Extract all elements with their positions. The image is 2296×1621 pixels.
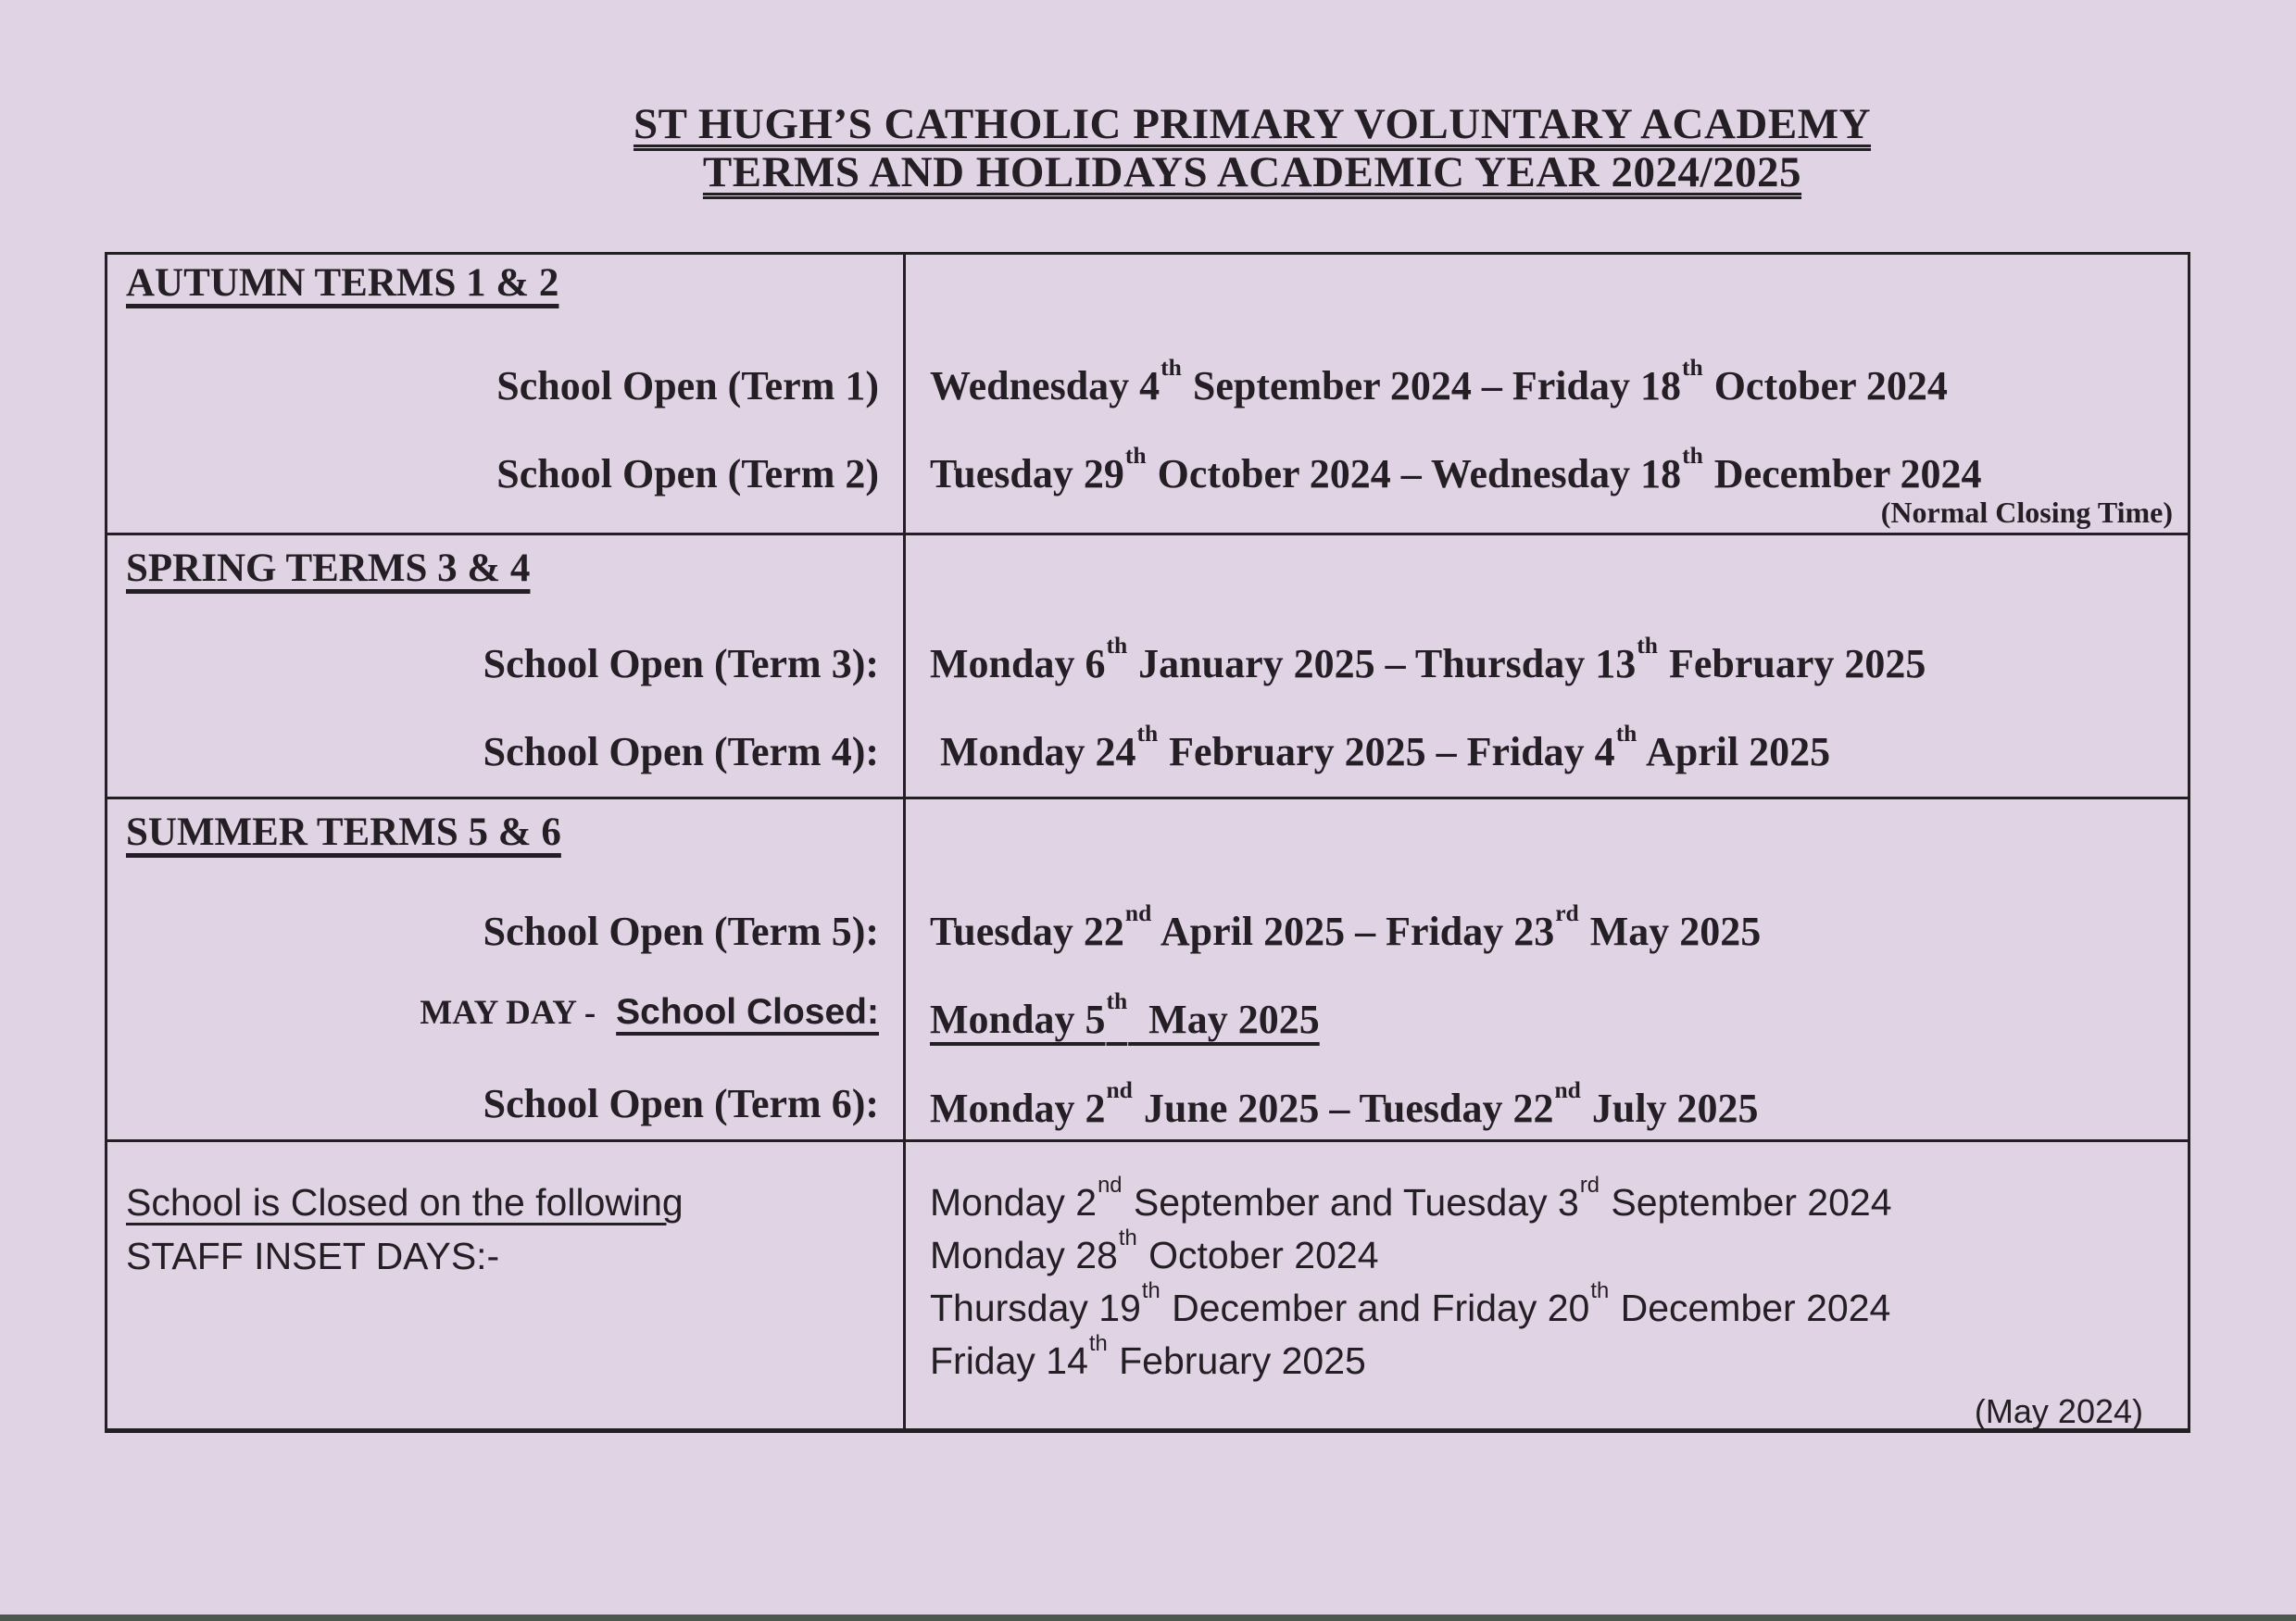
bottom-edge-bar xyxy=(0,1615,2296,1621)
summer-dates-cell xyxy=(906,799,2188,1142)
term-4-dates: Monday 24th February 2025 – Friday 4th April 2025 xyxy=(930,719,1831,774)
normal-closing-time-note: (Normal Closing Time) xyxy=(1880,496,2173,529)
spring-dates-cell xyxy=(906,535,2188,799)
may-day-date: Monday 5th May 2025 xyxy=(930,986,1320,1042)
page-title-line-1: ST HUGH’S CATHOLIC PRIMARY VOLUNTARY ACADEMY xyxy=(633,100,1872,148)
summer-label-cell xyxy=(107,799,906,1142)
term-2-open-label: School Open (Term 2) xyxy=(496,451,879,496)
inset-date-3: Thursday 19th December and Friday 20th December 2024 xyxy=(930,1278,1891,1329)
inset-dates-cell xyxy=(906,1142,2188,1428)
term-4-open-label: School Open (Term 4): xyxy=(483,729,879,774)
inset-label-cell xyxy=(107,1142,906,1428)
term-5-open-label: School Open (Term 5): xyxy=(483,909,879,954)
may-day-prefix: MAY DAY - xyxy=(420,994,596,1032)
may-2024-note: (May 2024) xyxy=(1974,1392,2143,1430)
term-1-open-label: School Open (Term 1) xyxy=(496,363,879,408)
term-dates-table xyxy=(105,252,2190,1433)
inset-date-2: Monday 28th October 2024 xyxy=(930,1225,1379,1276)
term-5-dates: Tuesday 22nd April 2025 – Friday 23rd May 2025 xyxy=(930,898,1762,954)
inset-date-1: Monday 2nd September and Tuesday 3rd September 2024 xyxy=(930,1173,1892,1224)
term-6-open-label: School Open (Term 6): xyxy=(483,1081,879,1126)
term-3-open-label: School Open (Term 3): xyxy=(483,641,879,686)
page-title xyxy=(0,100,2296,196)
summer-section-heading: SUMMER TERMS 5 & 6 xyxy=(126,810,561,854)
term-2-dates: Tuesday 29th October 2024 – Wednesday 18th December 2024 xyxy=(930,441,1982,496)
autumn-dates-cell xyxy=(906,255,2188,535)
spring-label-cell xyxy=(107,535,906,799)
school-closed-label: School Closed: xyxy=(616,992,879,1032)
spring-section-heading: SPRING TERMS 3 & 4 xyxy=(126,547,531,590)
term-3-dates: Monday 6th January 2025 – Thursday 13th February 2025 xyxy=(930,631,1926,686)
may-day-label xyxy=(420,992,879,1033)
term-6-dates: Monday 2nd June 2025 – Tuesday 22nd July 2025 xyxy=(930,1075,1759,1131)
page-title-line-2: TERMS AND HOLIDAYS ACADEMIC YEAR 2024/2025 xyxy=(702,148,1802,196)
inset-date-4: Friday 14th February 2025 xyxy=(930,1331,1366,1382)
autumn-label-cell xyxy=(107,255,906,535)
term-1-dates: Wednesday 4th September 2024 – Friday 18th October 2024 xyxy=(930,353,1948,408)
autumn-section-heading: AUTUMN TERMS 1 & 2 xyxy=(126,261,559,305)
inset-label-line-1: School is Closed on the following xyxy=(126,1181,684,1224)
inset-label-line-2: STAFF INSET DAYS:- xyxy=(126,1235,500,1277)
